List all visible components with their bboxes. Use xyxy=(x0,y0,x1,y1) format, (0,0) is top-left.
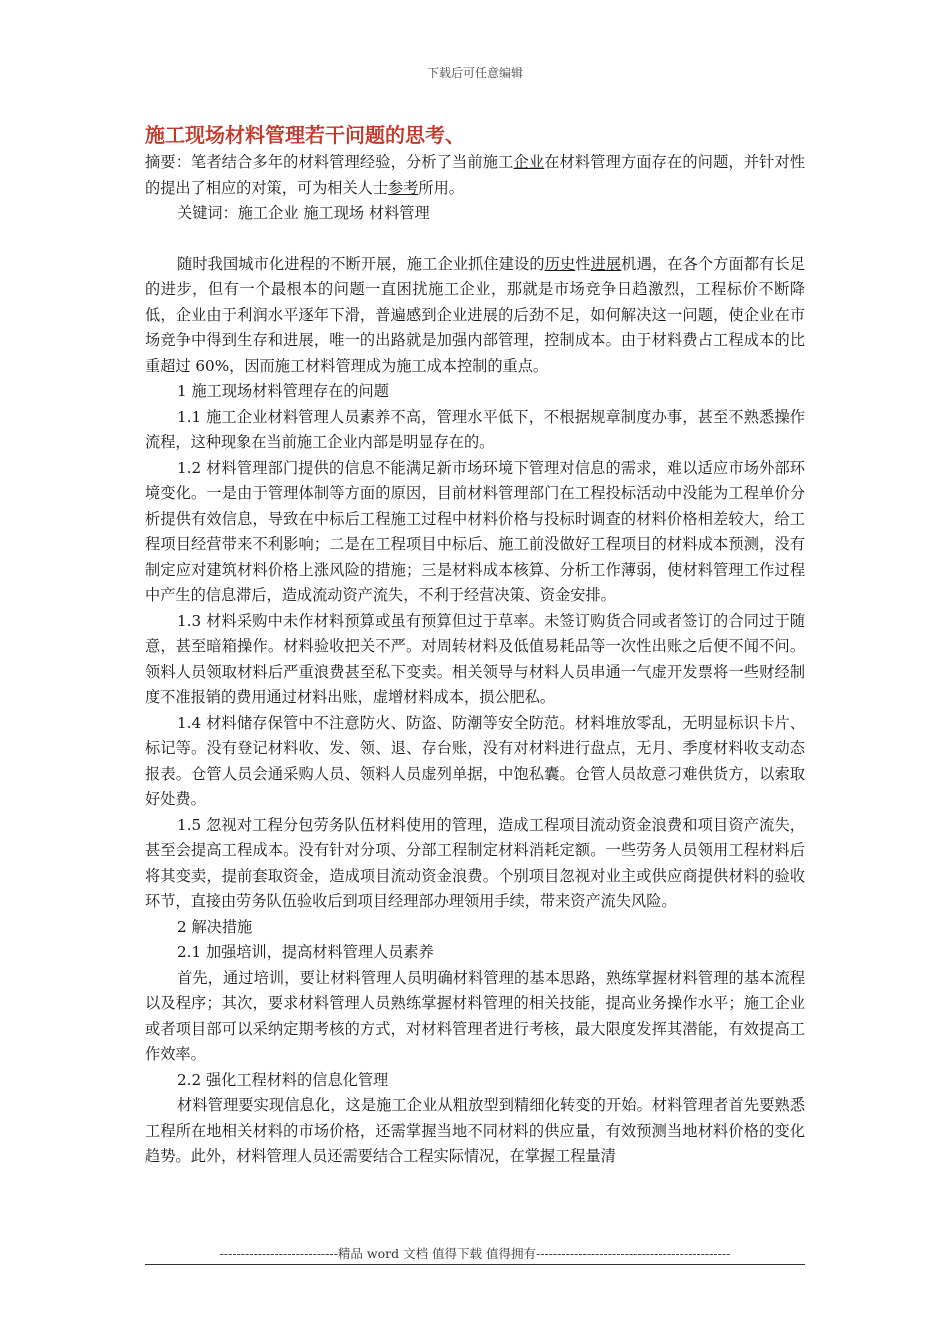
abstract xyxy=(145,150,805,201)
abstract-text-2: 在材料管理方面存在的问题，并针对性的提出了相应的对策，可为相关人士 xyxy=(145,153,806,197)
subheading-2-1: 2.1 加强培训，提高材料管理人员素养 xyxy=(177,943,434,961)
page-header: 下载后可任意编辑 xyxy=(426,66,523,80)
paragraph-1-4: 1.4 材料储存保管中不注意防火、防盗、防潮等安全防范。材料堆放零乱，无明显标识卡片、标记等。没有登记材料收、发、领、退、存台账，没有对材料进行盘点，无月、季度材料收支动态报表。仓管人员会通采购人员、领料人员虚列单据，中饱私囊。仓管人员故意刁难供货方，以索取好处费。 xyxy=(145,713,805,808)
paragraph-2-2: 材料管理要实现信息化，这是施工企业从粗放型到精细化转变的开始。材料管理者首先要熟悉工程所在地相关材料的市场价格，还需掌握当地不同材料的供应量，有效预测当地材料价格的变化趋势。此外，材料管理人员还需要结合工程实际情况，在掌握工程量清 xyxy=(145,1096,805,1165)
subheading-2-2: 2.2 强化工程材料的信息化管理 xyxy=(177,1070,389,1089)
paragraph-1-1: 1.1 施工企业材料管理人员素养不高，管理水平低下，不根据规章制度办事，甚至不熟悉操作流程，这种现象在当前施工企业内部是明显存在的。 xyxy=(145,407,805,451)
section-heading-2: 2 解决措施 xyxy=(177,917,253,936)
footer-divider xyxy=(145,1264,805,1265)
paragraph-1-3: 1.3 材料采购中未作材料预算或虽有预算但过于草率。未签订购货合同或者签订的合同过于随意，甚至暗箱操作。材料验收把关不严。对周转材料及低值易耗品等一次性出账之后便不闻不问。领料人员领取材料后严重浪费甚至私下变卖。相关领导与材料人员串通一气虚开发票将一些财经制度不准报销的费用通过材料出账，虚增材料成本，损公肥私。 xyxy=(145,611,805,706)
abstract-text-1: 摘要：笔者结合多年的材料管理经验，分析了当前施工 xyxy=(145,153,514,171)
intro-paragraph xyxy=(145,252,805,380)
section-heading-1: 1 施工现场材料管理存在的问题 xyxy=(177,382,389,400)
intro-text-2: 机遇，在各个方面都有长足的进步，但有一个最根本的问题一直困扰施工企业，那就是市场竞争日趋激烈，工程标价不断降低，企业由于利润水平逐年下滑，普遍感到企业进展的后劲不足，如何解决这一问题，使企业在市场竞争中得到生存和进展，唯一的出路就是加强内部管理，控制成本。由于材料费占工程成本的比重超过 60%，因而施工材料管理成为施工成本控制的重点。 xyxy=(145,254,806,375)
paragraph-1-5: 1.5 忽视对工程分包劳务队伍材料使用的管理，造成工程项目流动资金浪费和项目资产流失，甚至会提高工程成本。没有针对分项、分部工程制定材料消耗定额。一些劳务人员领用工程材料后将其变卖，提前套取资金，造成项目流动资金浪费。个别项目忽视对业主或供应商提供材料的验收环节，直接由劳务队伍验收后到项目经理部办理领用手续，带来资产流失风险。 xyxy=(145,815,805,910)
intro-text-1: 随时我国城市化进程的不断开展，施工企业抓住建设的 xyxy=(177,254,545,273)
document-body xyxy=(145,120,805,1170)
paragraph-2-1: 首先，通过培训，要让材料管理人员明确材料管理的基本思路，熟练掌握材料管理的基本流程以及程序；其次，要求材料管理人员熟练掌握材料管理的相关技能，提高业务操作水平；施工企业或者项目部可以采纳定期考核的方式，对材料管理者进行考核，最大限度发挥其潜能，有效提高工作效率。 xyxy=(145,968,805,1063)
link-reference[interactable]: 参考 xyxy=(388,178,419,197)
link-enterprise[interactable]: 企业 xyxy=(513,153,545,171)
paragraph-1-2: 1.2 材料管理部门提供的信息不能满足新市场环境下管理对信息的需求，难以适应市场外部环境变化。一是由于管理体制等方面的原因，目前材料管理部门在工程投标活动中没能为工程单价分析提供有效信息，导致在中标后工程施工过程中材料价格与投标时调查的材料价格相差较大，给工程项目经营带来不利影响；二是在工程项目中标后、施工前没做好工程项目的材料成本预测，没有制定应对建筑材料价格上涨风险的措施；三是材料成本核算、分析工作薄弱，使材料管理工作过程中产生的信息滞后，造成流动资产流失，不利于经营决策、资金安排。 xyxy=(145,458,805,604)
abstract-text-3: 所用。 xyxy=(418,178,464,197)
keywords: 关键词：施工企业 施工现场 材料管理 xyxy=(177,204,430,222)
page-footer: ----------------------------精品 word 文档 值得下载 值得拥有---------------------------------------------- xyxy=(219,1246,731,1261)
intro-text-mid: 性 xyxy=(575,254,591,273)
blank-line xyxy=(145,227,805,252)
link-history[interactable]: 历史 xyxy=(544,254,576,273)
link-progress[interactable]: 进展 xyxy=(590,254,622,273)
document-title: 施工现场材料管理若干问题的思考、 xyxy=(145,123,465,147)
